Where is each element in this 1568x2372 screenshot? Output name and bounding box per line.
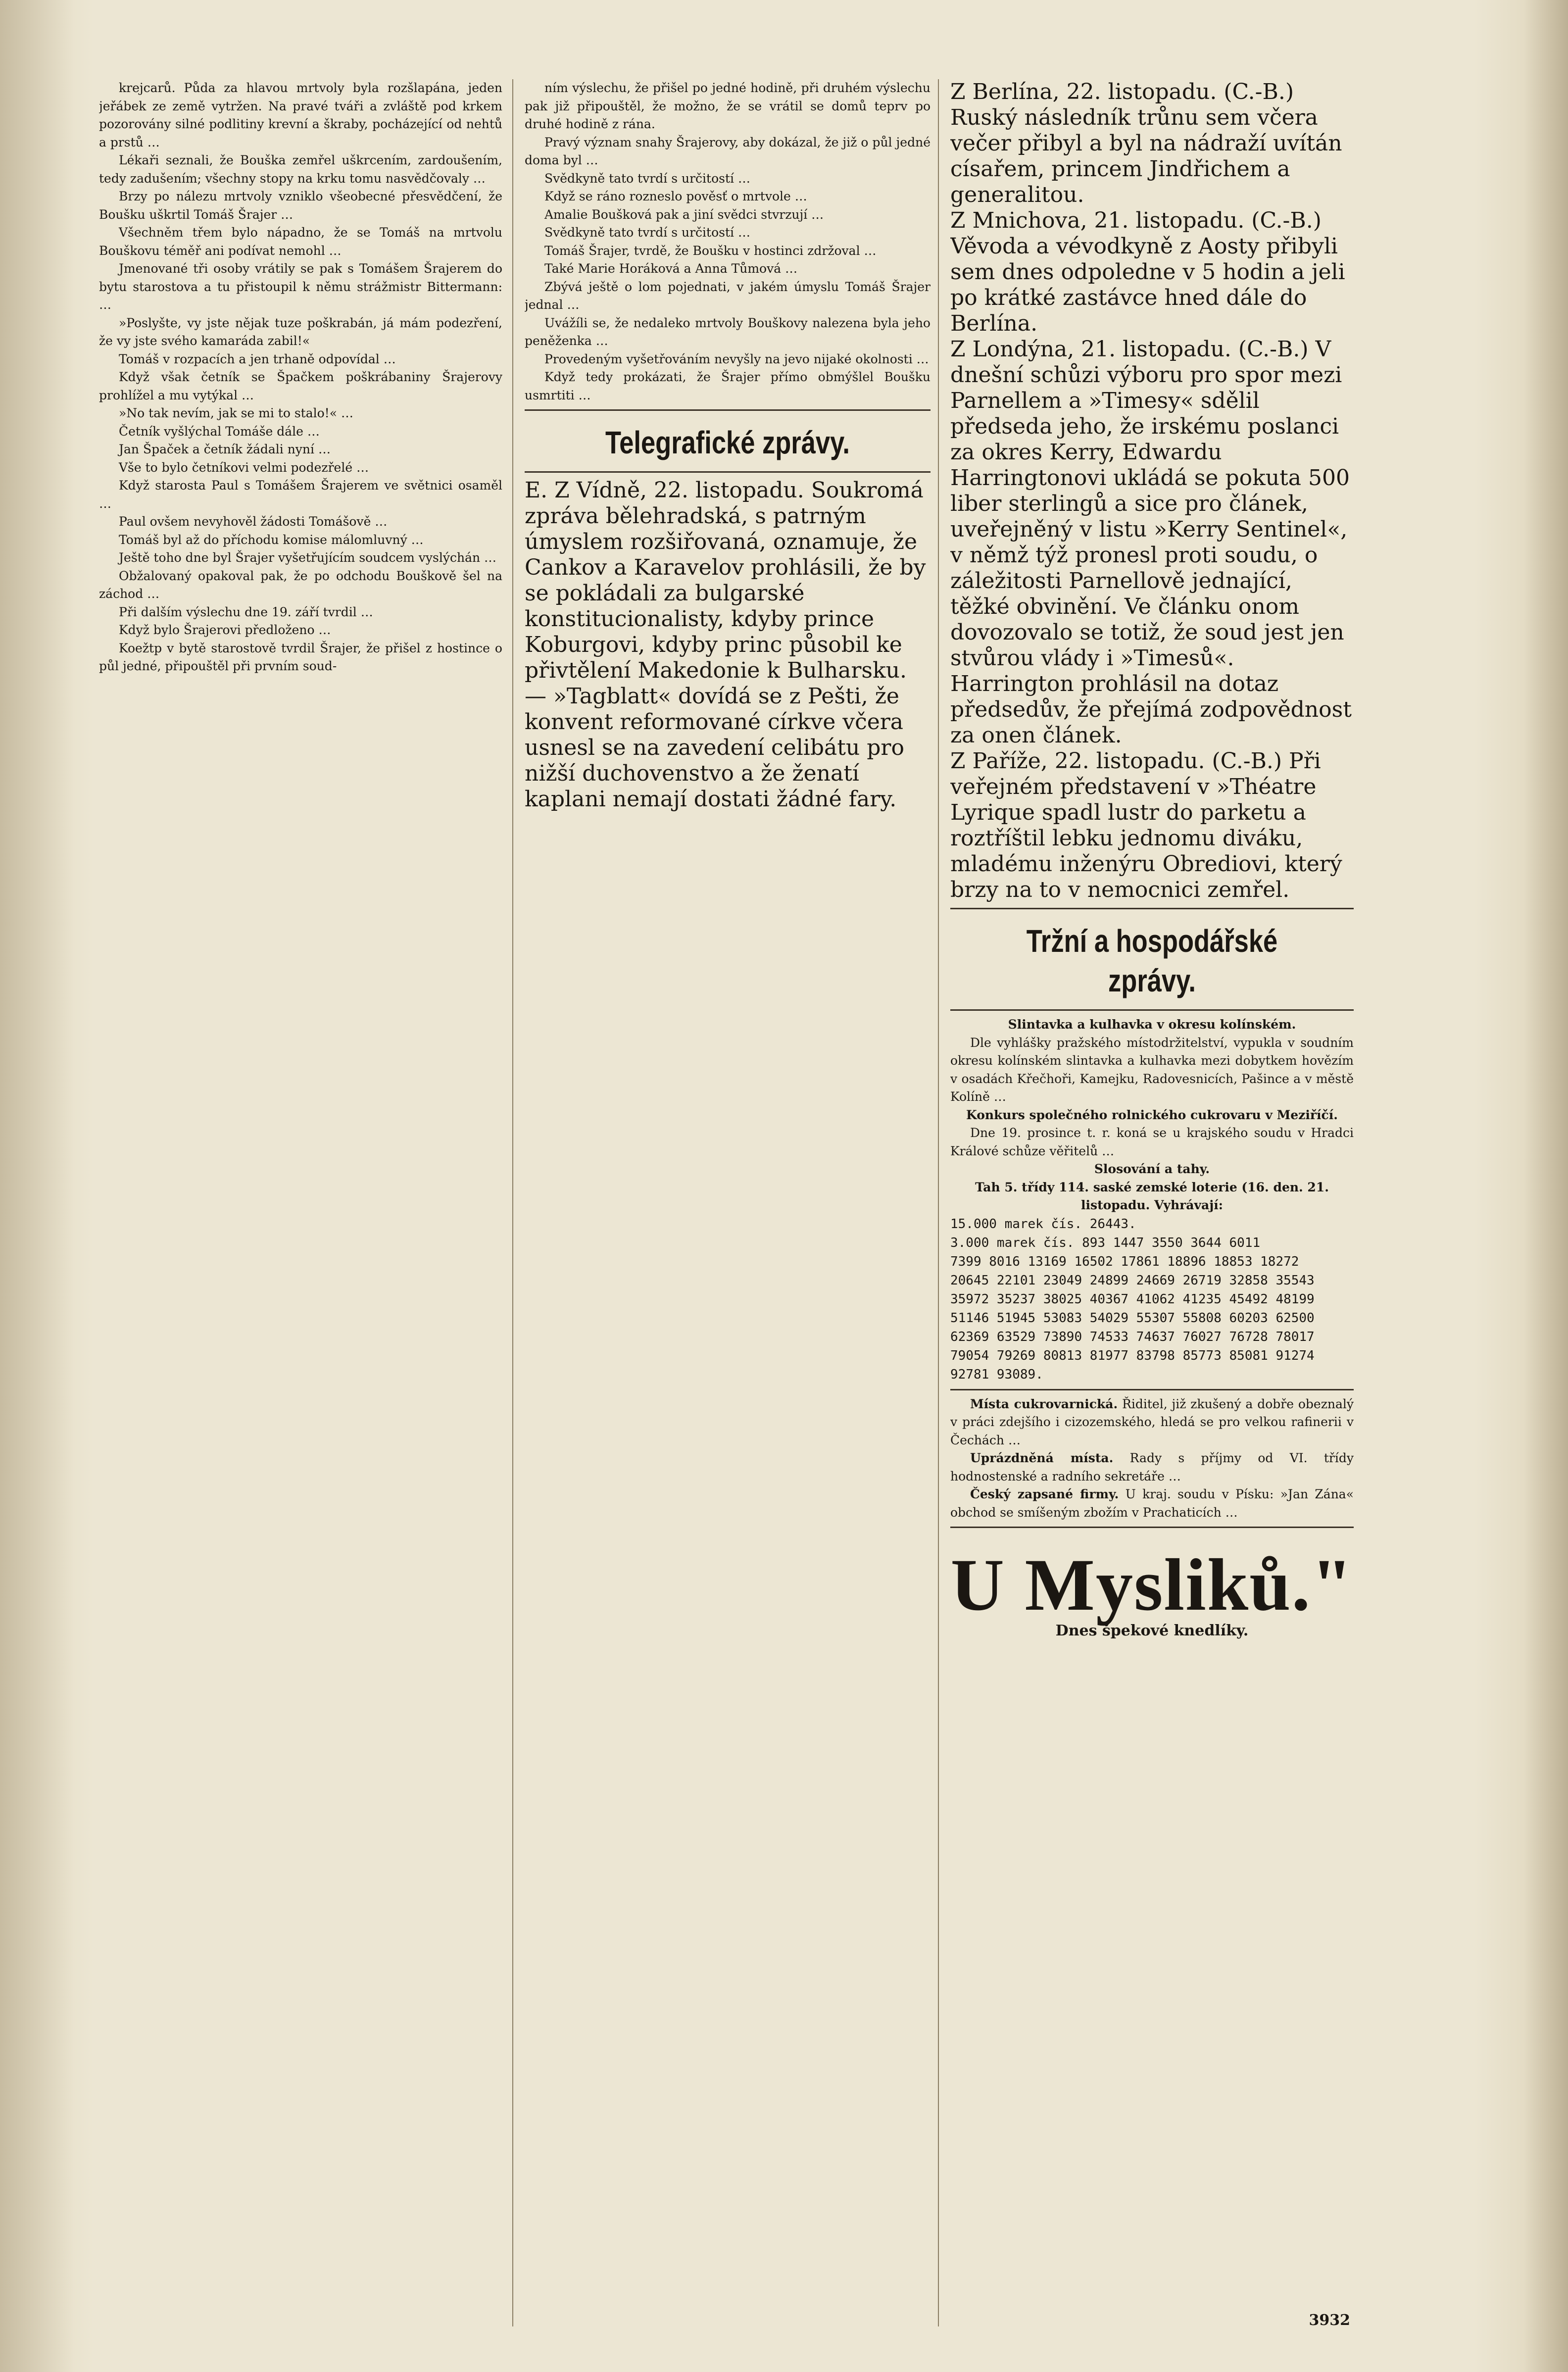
article-paragraph: Provedeným vyšetřováním nevyšly na jevo nijaké okolnosti … [544,351,929,366]
page-number: 3932 [1309,2312,1350,2329]
lottery-line: 79054 79269 80813 81977 83798 85773 85081 91274 [950,1348,1315,1363]
ad-text: U kraj. soudu v Písku: »Jan Zána« obchod se smíšeným zbožím v Prachaticích … [950,1487,1354,1520]
telegram-item: — »Tagblatt« dovídá se z Pešti, že konvent reformované církve včera usnesl se na zavedení celibátu pro nižší duchovenstvo a že ženatí kaplani nemají dostati žádné fary. [525,684,904,812]
news-item-london: Z Londýna, 21. listopadu. (C.-B.) V dnešní schůzi výboru pro spor mezi Parnellem a »Timesy« sdělil předseda jeho, že irskému poslanci za okres Kerry, Edwardu Harringtonovi ukládá se pokuta 500 liber sterlingů a sice pro článek, uveřejněný v listu »Kerry Sentinel«, v němž týž pronesl proti soudu, o záležitosti Parnellově jednající, těžké obvinění. Ve článku onom dovozovalo se totiž, že soud jest jen stvůrou vlády i »Timesů«. Harrington prohlásil na dotaz předsedův, že přejímá zodpovědnost za onen článek. [950,337,1352,748]
ad-heading: Český zapsané firmy. [970,1487,1119,1501]
article-paragraph: Tomáš Šrajer, tvrdě, že Boušku v hostinci zdržoval … [544,243,877,258]
section-divider [950,1527,1354,1528]
column-divider [512,79,513,2326]
article-paragraph: Pravý význam snahy Šrajerovy, aby dokázal, že již o půl jedné doma byl … [525,135,931,167]
article-paragraph: Svědkyně tato tvrdí s určitostí … [544,171,750,186]
article-paragraph: Také Marie Horáková a Anna Tůmová … [544,261,798,276]
restaurant-ad-title: U Mysliků." [950,1544,1354,1626]
section-divider [525,471,931,473]
article-paragraph: Uvážíli se, že nedaleko mrtvoly Bouškovy nalezena byla jeho peněženka … [525,315,931,348]
news-item-paris: Z Paříže, 22. listopadu. (C.-B.) Při veřejném představení v »Théatre Lyrique spadl lustr do parketu a roztříštil lebku jednomu diváku, mladému inženýru Obrediovi, který brzy na to v nemocnici zemřel. [950,748,1342,902]
column-divider [938,79,939,2326]
article-paragraph: Četník vyšlýchal Tomáše dále … [119,424,320,439]
article-paragraph: Zbývá ještě o lom pojednati, v jakém úmyslu Tomáš Šrajer jednal … [525,279,931,312]
article-paragraph: Brzy po nálezu mrtvoly vzniklo všeobecné přesvědčení, že Boušku uškrtil Tomáš Šrajer … [99,189,502,222]
article-paragraph: Všechněm třem bylo nápadno, že se Tomáš na mrtvolu Bouškovu téměř ani podívat nemohl … [99,225,502,258]
section-heading-market: Tržní a hospodářské zprávy. [1026,923,1278,998]
column-right [950,79,1354,2336]
section-divider [950,1389,1354,1390]
article-paragraph: Koežtp v bytě starostově tvrdil Šrajer, že přišel z hostince o půl jedné, připouštěl při prvním soud- [99,641,502,673]
section-divider [950,908,1354,909]
lottery-line: 20645 22101 23049 24899 24669 26719 32858 35543 [950,1273,1315,1288]
article-paragraph: Jmenované tři osoby vrátily se pak s Tomášem Šrajerem do bytu starostova a tu přistoupil k němu strážmistr Bittermann: … [99,261,502,312]
article-paragraph: Vše to bylo četníkovi velmi podezřelé … [119,460,369,475]
lottery-draw-title: Tah 5. třídy 114. saské zemské loterie (16. den. 21. listopadu. Vyhrávají: [975,1180,1329,1212]
news-item-berlin: Z Berlína, 22. listopadu. (C.-B.) Ruský následník trůnu sem včera večer přibyl a byl na nádraží uvítán císařem, princem Jindřichem a generalitou. [950,79,1342,207]
article-paragraph: Svědkyně tato tvrdí s určitostí … [544,225,750,240]
ad-text: Rady s příjmy od VI. třídy hodnostenské a radního sekretáře … [950,1451,1354,1483]
article-paragraph: »Poslyšte, vy jste nějak tuze poškrabán, já mám podezření, že vy jste svého kamaráda zabil!« [99,315,502,348]
telegram-item: E. Z Vídně, 22. listopadu. Soukromá zpráva bělehradská, s patrným úmyslem rozšiřovaná, oznamuje, že Cankov a Karavelov prohlásili, že by se pokládali za bulgarské konstitucionalisty, kdyby prince Koburgovi, kdyby princ působil ke přivtělení Makedonie k Bulharsku. [525,478,926,683]
article-paragraph: ním výslechu, že přišel po jedné hodině, při druhém výslechu pak již připouštěl, že možno, že se vrátil se domů teprv po druhé hodině z rána. [525,81,931,131]
page-shadow-right [1523,0,1568,2372]
article-paragraph: Tomáš byl až do příchodu komise málomluvný … [119,532,424,547]
article-paragraph: Když starosta Paul s Tomášem Šrajerem ve světnici osaměl … [99,478,502,511]
article-paragraph: Při dalším výslechu dne 19. září tvrdil … [119,604,373,619]
article-paragraph: »No tak nevím, jak se mi to stalo!« … [119,406,353,420]
ad-text: Řiditel, již zkušený a dobře obeznalý v práci zdejšího i cizozemského, hledá se pro velkou rafinerii v Čechách … [950,1396,1354,1447]
lottery-line: 3.000 marek čís. 893 1447 3550 3644 6011 [950,1235,1261,1250]
article-paragraph: Lékaři seznali, že Bouška zemřel uškrcením, zardoušením, tedy zadušením; všechny stopy na krku tomu nasvědčovaly … [99,153,502,186]
column-middle [525,79,931,2336]
section-heading-telegrams: Telegrafické zprávy. [605,425,850,460]
section-divider [950,1009,1354,1011]
lottery-line: 35972 35237 38025 40367 41062 41235 45492 48199 [950,1291,1315,1307]
section-divider [525,409,931,411]
article-paragraph: Amalie Boušková pak a jiní svědci stvrzují … [544,207,824,222]
konkurs-subheading: Konkurs společného rolnického cukrovaru v Meziříčí. [966,1107,1338,1122]
article-paragraph: Když však četník se Špačkem poškrábaniny Šrajerovy prohlížel a mu vytýkal … [99,370,502,402]
lottery-line: 51146 51945 53083 54029 55307 55808 60203 62500 [950,1310,1315,1326]
lottery-line: 62369 63529 73890 74533 74637 76027 76728 78017 [950,1329,1315,1344]
column-left [99,79,502,2336]
ad-heading: Uprázdněná místa. [970,1451,1114,1465]
article-paragraph: Obžalovaný opakoval pak, že po odchodu Bouškově šel na záchod … [99,568,502,601]
article-paragraph: Když se ráno rozneslo pověsť o mrtvole … [544,189,807,203]
konkurs-text: Dne 19. prosince t. r. koná se u krajského soudu v Hradci Králové schůze věřitelů … [950,1126,1354,1158]
article-paragraph: Ještě toho dne byl Šrajer vyšetřujícím soudcem vyslýchán … [119,550,497,565]
article-paragraph: Když tedy prokázati, že Šrajer přímo obmýšlel Boušku usmrtiti … [525,370,931,402]
article-paragraph: krejcarů. Půda za hlavou mrtvoly byla rozšlapána, jeden jeřábek ze země vytržen. Na pravé tváři a zvláště pod krkem pozorovány silné podlitiny krevní a škraby, pocházející od nehtů a prstů … [99,81,502,149]
news-item-munich: Z Mnichova, 21. listopadu. (C.-B.) Věvoda a vévodkyně z Aosty přibyli sem dnes odpoledne v 5 hodin a jeli po krátké zastávce hned dále do Berlína. [950,208,1345,336]
article-paragraph: Tomáš v rozpacích a jen trhaně odpovídal … [119,351,396,366]
page-shadow-left [0,0,74,2372]
market-subheading: Slintavka a kulhavka v okresu kolínském. [1008,1017,1296,1032]
article-paragraph: Když bylo Šrajerovi předloženo … [119,623,331,637]
restaurant-ad-tagline: Dnes špekové knedlíky. [1055,1622,1249,1639]
lottery-subheading: Slosování a tahy. [1094,1162,1210,1176]
article-paragraph: Jan Špaček a četník žádali nyní … [119,442,331,456]
lottery-line: 92781 93089. [950,1367,1043,1382]
lottery-line: 7399 8016 13169 16502 17861 18896 18853 18272 [950,1254,1299,1269]
lottery-line: 15.000 marek čís. 26443. [950,1216,1136,1232]
lottery-results [950,1215,1354,1384]
ad-heading: Místa cukrovarnická. [970,1396,1118,1411]
article-paragraph: Paul ovšem nevyhověl žádosti Tomášově … [119,514,388,529]
market-text: Dle vyhlášky pražského místodržitelství, vypukla v soudním okresu kolínském slintavka a kulhavka mezi dobytkem hovězím v osadách Křečhoři, Kamejku, Radovesnicích, Pašince a v městě Kolíně … [950,1035,1354,1104]
